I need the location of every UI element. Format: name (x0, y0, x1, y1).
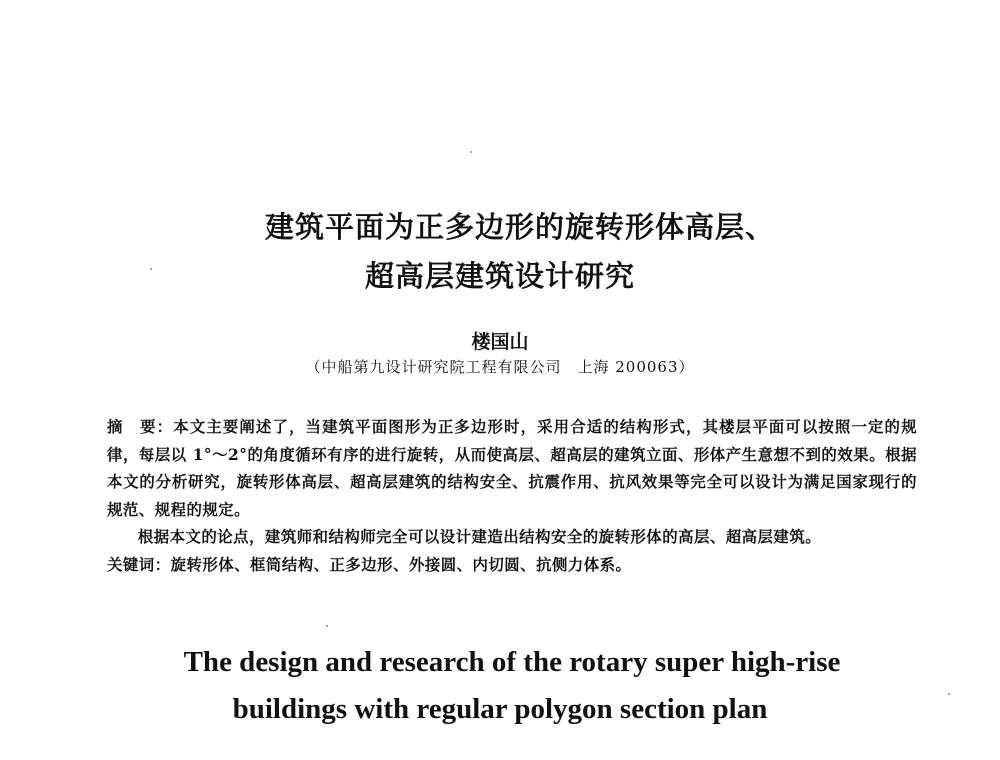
scan-speck (470, 151, 472, 153)
abstract-text: 本文主要阐述了，当建筑平面图形为正多边形时，采用合适的结构形式，其楼层平面可以按照一定的规律，每层以 1°～2°的角度循环有序的进行旋转，从而使高层、超高层的建筑立面、形体产生意想不到的效果。根据本文的分析研究，旋转形体高层、超高层建筑的结构安全、抗震作用、抗风效果等完全可以设计为满足国家现行的规范、规程的规定。 (107, 418, 917, 519)
chinese-title-line-1: 建筑平面为正多边形的旋转形体高层、 (264, 210, 775, 244)
keywords-label: 关键词： (107, 555, 171, 574)
author-affiliation: （中船第九设计研究院工程有限公司 上海 200063） (305, 358, 695, 376)
chinese-title-line-2: 超高层建筑设计研究 (364, 259, 635, 293)
keywords-paragraph (107, 552, 917, 580)
abstract-label: 摘 要： (107, 418, 174, 436)
author-name: 楼国山 (471, 331, 529, 353)
abstract-paragraph-2: 根据本文的论点，建筑师和结构师完全可以设计建造出结构安全的旋转形体的高层、超高层建筑。 (137, 528, 822, 546)
english-title-line-2: buildings with regular polygon section plan (232, 693, 768, 725)
abstract-paragraph (107, 414, 917, 524)
abstract-block (107, 414, 917, 579)
english-title-line-1: The design and research of the rotary super high-rise (183, 646, 841, 678)
keywords-text: 旋转形体、框筒结构、正多边形、外接圆、内切圆、抗侧力体系。 (170, 555, 632, 574)
scan-speck (326, 625, 328, 627)
